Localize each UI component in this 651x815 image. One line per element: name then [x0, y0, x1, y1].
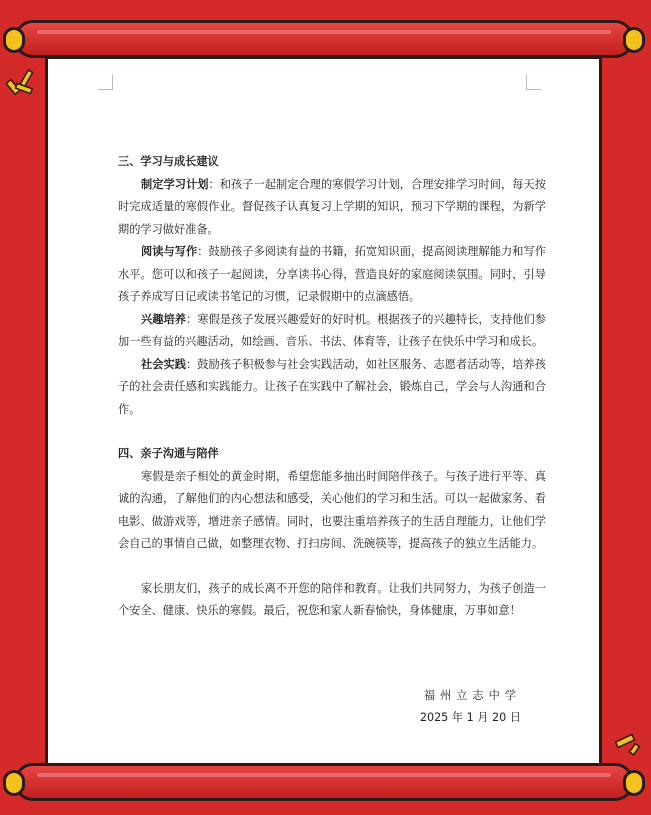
- item-text: ：寒假是孩子发展兴趣爱好的好时机。根据孩子的兴趣特长，支持他们参加一些有益的兴趣活动，如绘画、音乐、书法、体育等，让孩子在快乐中学习和成长。: [118, 312, 546, 348]
- rod-shine: [37, 773, 611, 777]
- section3-item-reading-writing: [118, 241, 546, 309]
- scroll-cap-left: [3, 27, 25, 53]
- section3-item-interests: [118, 309, 546, 354]
- section4-heading: 四、亲子沟通与陪伴: [118, 447, 219, 460]
- confetti-top-left-icon: [6, 68, 40, 98]
- signature-date: 2025 年 1 月 20 日: [419, 711, 521, 724]
- section4-paragraph: 寒假是亲子相处的黄金时期，希望您能多抽出时间陪伴孩子。与孩子进行平等、真诚的沟通，了解他们的内心想法和感受，关心他们的学习和生活。可以一起做家务、看电影、做游戏等，增进亲子感情。同时，也要注重培养孩子的生活自理能力，让他们学会自己的事情自己做，如整理衣物、打扫房间、洗碗筷等，提高孩子的独立生活能力。: [118, 469, 546, 550]
- item-term: 制定学习计划: [141, 177, 209, 191]
- signature-block: [420, 687, 521, 725]
- scroll-cap-right: [623, 770, 645, 796]
- document-body: [118, 151, 546, 623]
- item-term: 社会实践: [141, 357, 187, 371]
- item-text: ：和孩子一起制定合理的寒假学习计划，合理安排学习时间，每天按时完成适量的寒假作业。督促孩子认真复习上学期的知识，预习下学期的课程，为新学期的学习做好准备。: [118, 177, 546, 236]
- crop-mark-top-left: [98, 75, 113, 90]
- rod-shine: [37, 30, 611, 34]
- document-paper: [45, 56, 602, 768]
- scroll-rod-top: [14, 20, 634, 58]
- confetti-bottom-right-icon: [612, 730, 646, 758]
- item-text: ：鼓励孩子积极参与社会实践活动，如社区服务、志愿者活动等，培养孩子的社会责任感和实践能力。让孩子在实践中了解社会，锻炼自己，学会与人沟通和合作。: [118, 357, 546, 416]
- item-term: 阅读与写作: [141, 245, 198, 258]
- scroll-cap-left: [3, 770, 25, 796]
- item-term: 兴趣培养: [141, 312, 187, 326]
- section3-item-social-practice: [118, 354, 546, 422]
- item-text: ：鼓励孩子多阅读有益的书籍，拓宽知识面，提高阅读理解能力和写作水平。您可以和孩子一起阅读，分享读书心得，营造良好的家庭阅读氛围。同时，引导孩子养成写日记或读书笔记的习惯，记录假期中的点滴感悟。: [118, 245, 546, 303]
- scroll-cap-right: [623, 27, 645, 53]
- section3-item-study-plan: [118, 174, 546, 242]
- signature-org: 福州立志中学: [423, 689, 521, 702]
- section3-heading: 三、学习与成长建议: [118, 155, 219, 168]
- crop-mark-top-right: [526, 75, 541, 90]
- closing-paragraph: 家长朋友们，孩子的成长离不开您的陪伴和教育。让我们共同努力，为孩子创造一个安全、健康、快乐的寒假。最后，祝您和家人新春愉快，身体健康，万事如意！: [118, 581, 546, 617]
- scroll-rod-bottom: [14, 763, 634, 801]
